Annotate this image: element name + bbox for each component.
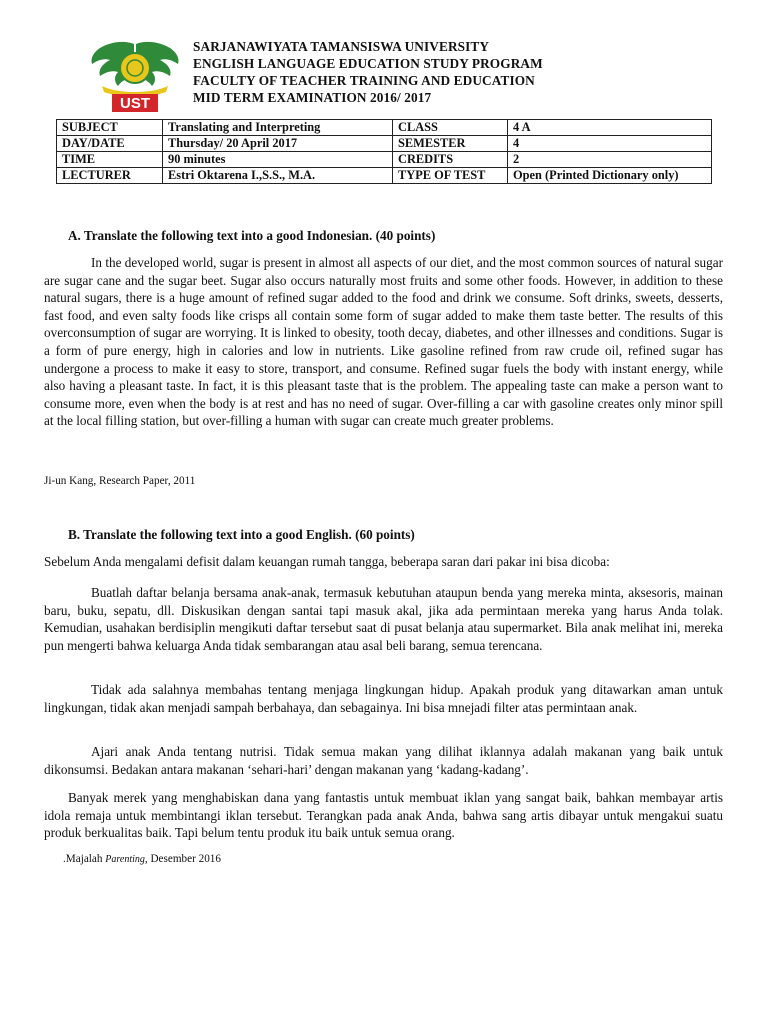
- table-cell: 4: [508, 136, 712, 152]
- citation-suffix: , Desember 2016: [144, 853, 221, 865]
- logo-text: UST: [120, 95, 150, 112]
- header-exam: MID TERM EXAMINATION 2016/ 2017: [193, 90, 432, 105]
- section-b-citation: [63, 853, 221, 865]
- table-cell: Translating and Interpreting: [163, 120, 393, 136]
- section-a-paragraph: In the developed world, sugar is present in almost all aspects of our diet, and the most common sources of natural sugar are sugar cane and the sugar beet. Sugar also occurs naturally most fruits and some other foods. However, in addition to these natural sugars, there is a huge amount of refined sugar added to the food and drink we consume. Soft drinks, sweets, desserts, fast food, and even salty foods like crisps all contain some form of sugar added to make them taste better. The results of this overconsumption of sugar are worrying. It is linked to obesity, tooth decay, diabetes, and other illnesses and conditions. Sugar is a form of pure energy, high in calories and low in nutrients. Like gasoline refined from raw crude oil, refined sugar has undergone a process to make it easy to store, transport, and consume. Refined sugar fuels the body with instant energy, while also having a pleasant taste. In fact, it is this pleasant taste that is the problem. The appealing taste can make a person want to consume more, even when the body is at rest and has no need of sugar. Over-filling a car with gasoline creates only minor spill at the local filling station, but over-filling a human with sugar can create much greater problems.: [44, 255, 723, 429]
- table-row: [57, 136, 712, 152]
- table-cell: TIME: [57, 152, 163, 168]
- table-cell: Open (Printed Dictionary only): [508, 168, 712, 184]
- logo-emblem: [120, 53, 150, 83]
- university-logo: [88, 38, 182, 114]
- table-cell: Thursday/ 20 April 2017: [163, 136, 393, 152]
- table-cell: TYPE OF TEST: [393, 168, 508, 184]
- table-row: [57, 120, 712, 136]
- exam-header: [193, 38, 543, 106]
- header-program: ENGLISH LANGUAGE EDUCATION STUDY PROGRAM: [193, 56, 543, 71]
- section-b-paragraph-3: Ajari anak Anda tentang nutrisi. Tidak semua makan yang dilihat iklannya adalah makanan yang baik untuk dikonsumsi. Bedakan antara makanan ‘sehari-hari’ dengan makanan yang ‘kadang-kadang’.: [44, 744, 723, 777]
- section-a-heading: A. Translate the following text into a good Indonesian. (40 points): [68, 228, 436, 243]
- table-cell: 2: [508, 152, 712, 168]
- table-cell: SEMESTER: [393, 136, 508, 152]
- header-faculty: FACULTY OF TEACHER TRAINING AND EDUCATION: [193, 73, 535, 88]
- table-cell: LECTURER: [57, 168, 163, 184]
- section-b-paragraph-1: Buatlah daftar belanja bersama anak-anak, termasuk kebutuhan ataupun benda yang mereka minta, aksesoris, mainan baru, buku, sepatu, dll. Diskusikan dengan santai tapi masuk akal, jika ada permintaan mereka yang harus Anda tolak. Kemudian, usahakan berdisiplin mengikuti daftar tersebut saat di pusat belanja atau supermarket. Bila anak melihat ini, mereka pun mengerti bahwa keluarga Anda tidak sembarangan atau asal beli barang, semua terencana.: [44, 585, 723, 653]
- table-cell: 90 minutes: [163, 152, 393, 168]
- table-cell: SUBJECT: [57, 120, 163, 136]
- citation-title: Parenting: [105, 854, 145, 865]
- table-cell: CLASS: [393, 120, 508, 136]
- section-b-paragraph-4: Banyak merek yang menghabiskan dana yang fantastis untuk membuat iklan yang sangat baik, bahkan membayar artis idola remaja untuk membintangi iklan tersebut. Terangkan pada anak Anda, bahwa sang artis dibayar untuk mengakui suatu produk berkualitas baik. Tapi belum tentu produk itu baik untuk semua orang.: [44, 790, 723, 841]
- section-b-intro: Sebelum Anda mengalami defisit dalam keuangan rumah tangga, beberapa saran dari pakar ini bisa dicoba:: [44, 554, 610, 569]
- table-cell: Estri Oktarena I.,S.S., M.A.: [163, 168, 393, 184]
- table-cell: DAY/DATE: [57, 136, 163, 152]
- citation-prefix: .Majalah: [63, 853, 106, 865]
- table-row: [57, 168, 712, 184]
- section-a-citation: Ji-un Kang, Research Paper, 2011: [44, 475, 196, 487]
- table-cell: 4 A: [508, 120, 712, 136]
- table-row: [57, 152, 712, 168]
- header-university: SARJANAWIYATA TAMANSISWA UNIVERSITY: [193, 39, 490, 54]
- section-b-heading: B. Translate the following text into a good English. (60 points): [68, 527, 415, 542]
- exam-info-table: [56, 119, 712, 184]
- section-b-paragraph-2: Tidak ada salahnya membahas tentang menjaga lingkungan hidup. Apakah produk yang ditawarkan aman untuk lingkungan, tidak akan menjadi sampah berbahaya, dan sebagainya. Ini bisa mnejadi filter atas permintaan anak.: [44, 682, 723, 715]
- table-cell: CREDITS: [393, 152, 508, 168]
